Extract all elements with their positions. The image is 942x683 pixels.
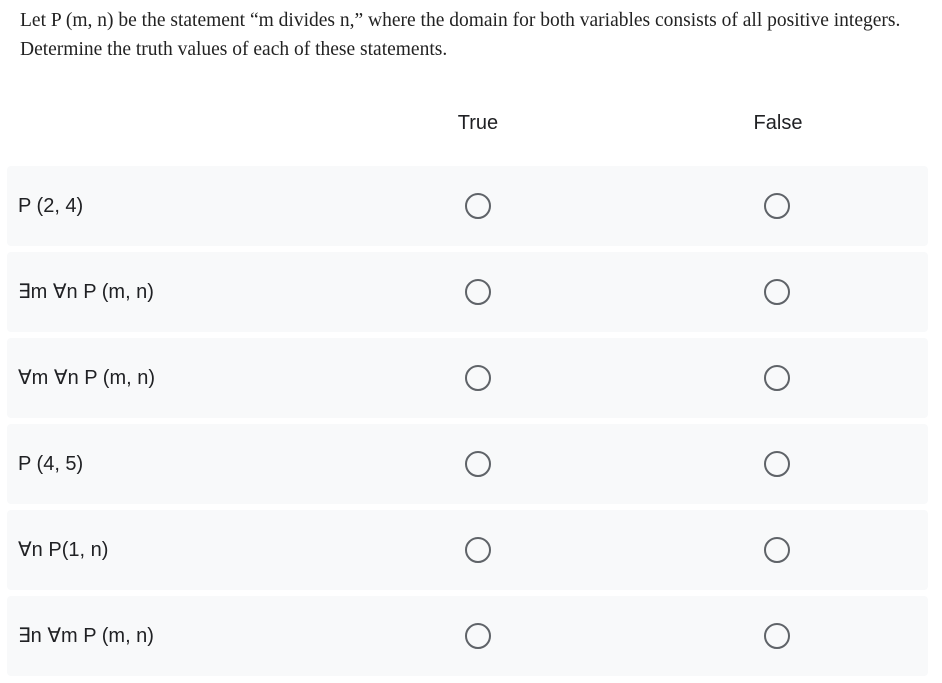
row-label: ∀m ∀n P (m, n) (18, 367, 156, 389)
grid-row (7, 596, 928, 676)
radio-true-button[interactable] (465, 279, 491, 305)
row-label: ∃m ∀n P (m, n) (18, 281, 154, 303)
column-header-true: True (457, 112, 499, 134)
radio-true-button[interactable] (465, 451, 491, 477)
radio-false-button[interactable] (764, 193, 790, 219)
radio-true-button[interactable] (465, 537, 491, 563)
radio-true-button[interactable] (465, 365, 491, 391)
radio-false-button[interactable] (764, 365, 790, 391)
radio-true-button[interactable] (465, 623, 491, 649)
row-label: P (4, 5) (18, 453, 84, 475)
column-header-false: False (753, 112, 803, 134)
grid-row (7, 252, 928, 332)
row-label: ∀n P(1, n) (18, 539, 109, 561)
grid-row (7, 424, 928, 504)
grid-row (7, 338, 928, 418)
truth-value-grid (7, 166, 928, 682)
radio-false-button[interactable] (764, 451, 790, 477)
row-label: ∃n ∀m P (m, n) (18, 625, 154, 647)
row-label: P (2, 4) (18, 195, 84, 217)
radio-false-button[interactable] (764, 623, 790, 649)
question-text: Let P (m, n) be the statement “m divides n,” where the domain for both variables consists of all positive integers. Determine the truth values of each of these statements. (20, 10, 901, 60)
radio-false-button[interactable] (764, 279, 790, 305)
radio-false-button[interactable] (764, 537, 790, 563)
grid-row (7, 166, 928, 246)
grid-row (7, 510, 928, 590)
radio-true-button[interactable] (465, 193, 491, 219)
